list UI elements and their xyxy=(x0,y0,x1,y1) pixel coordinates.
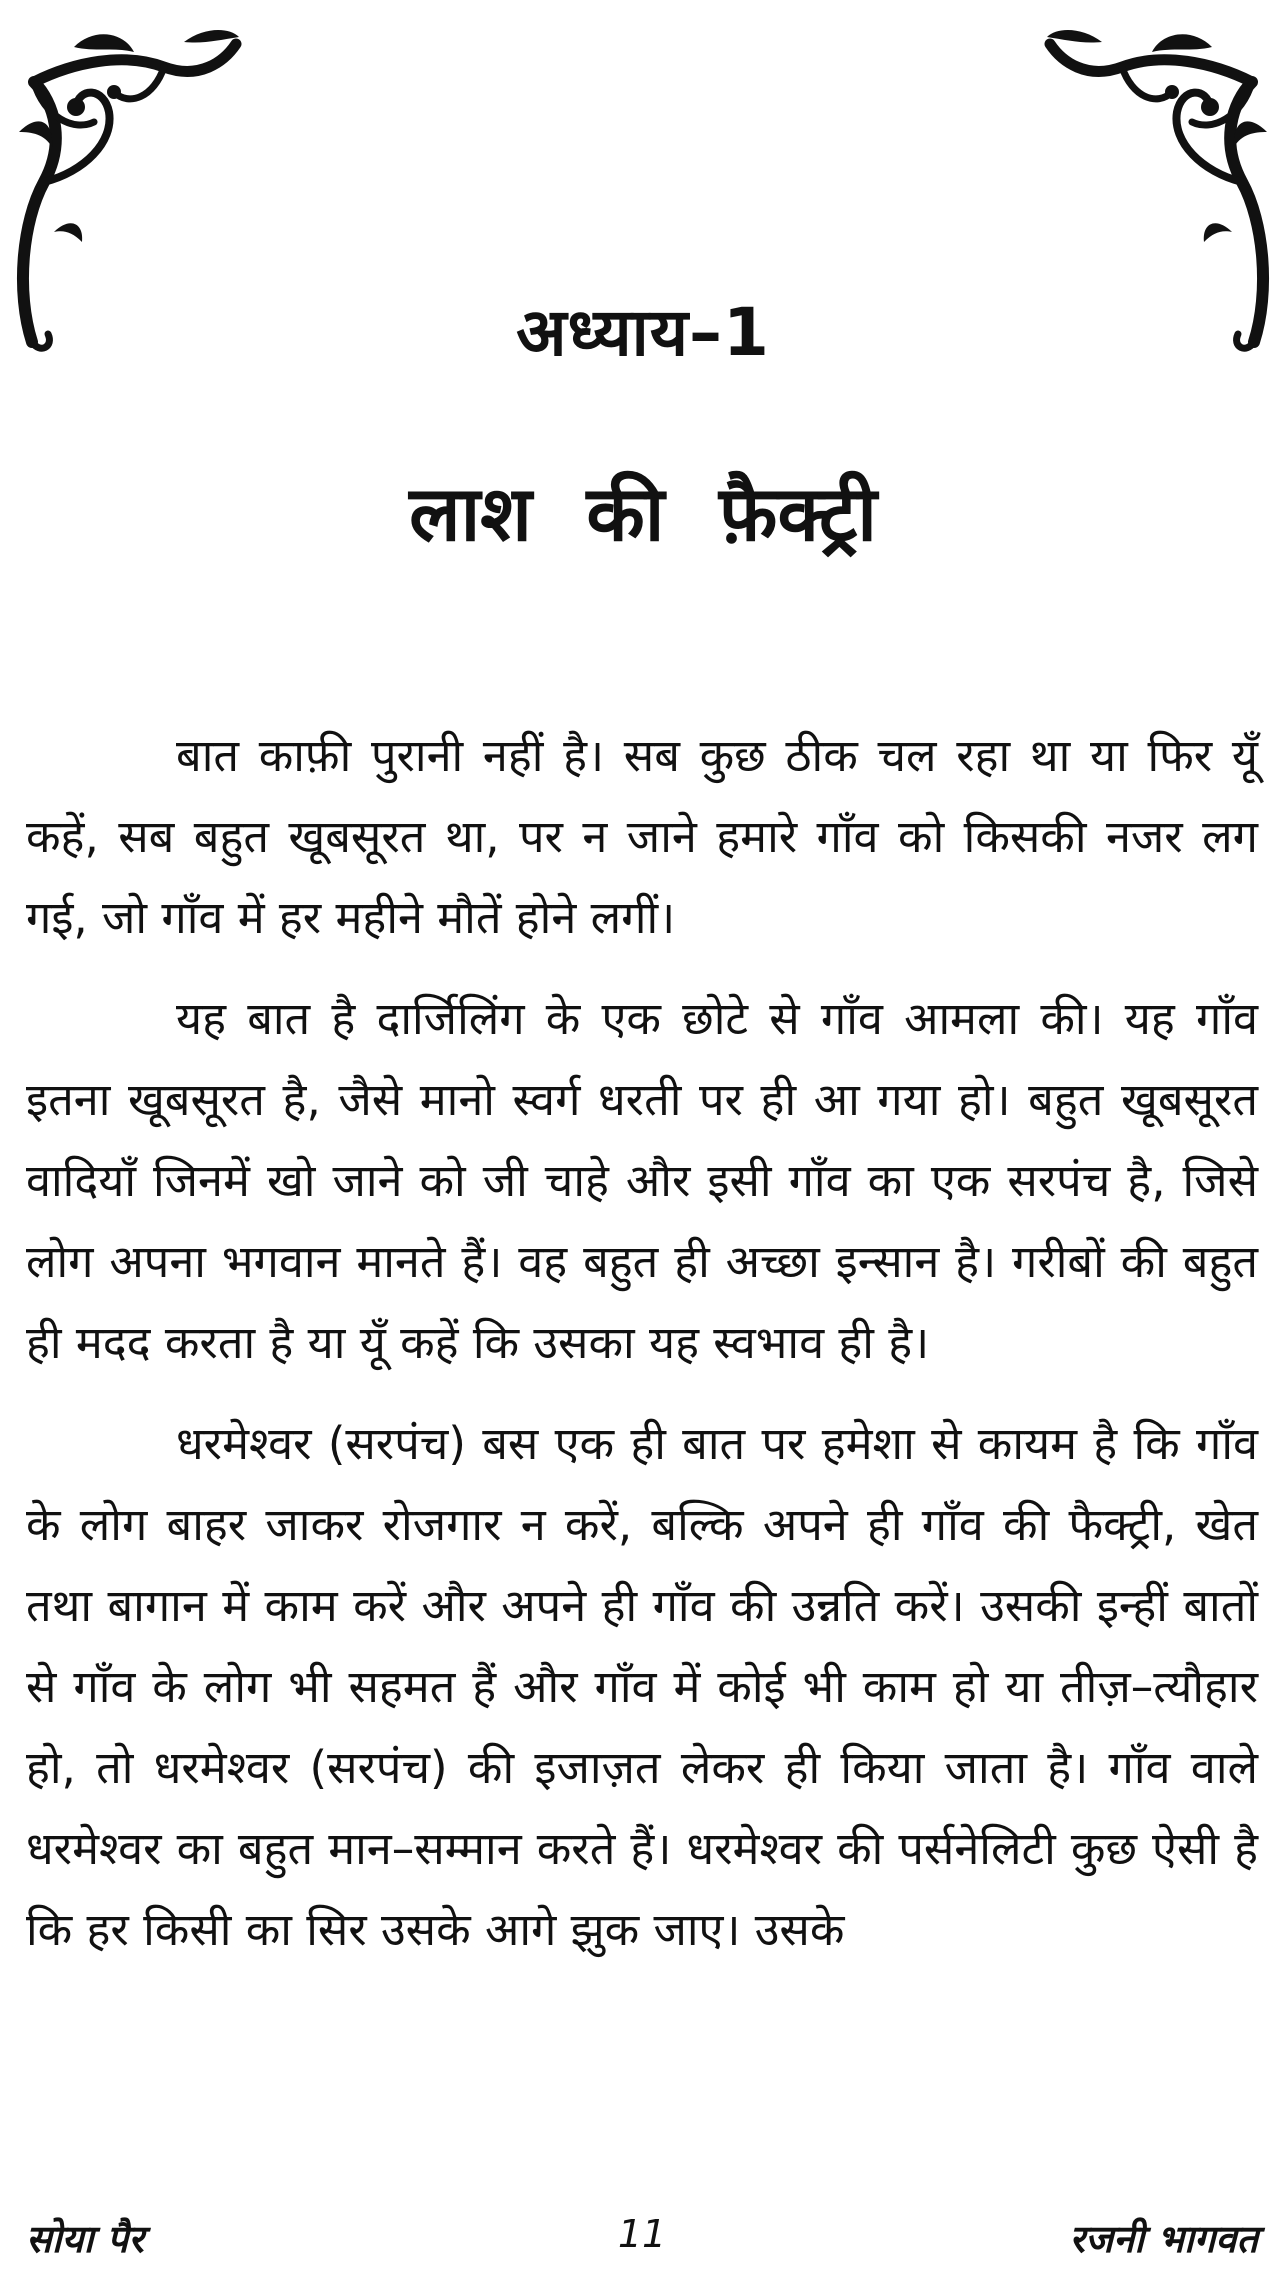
book-title: सोया पैर xyxy=(26,2217,144,2261)
chapter-number: अध्याय–1 xyxy=(516,294,770,371)
page-footer xyxy=(26,2212,1258,2262)
chapter-title: लाश की फ़ैक्ट्री xyxy=(409,469,877,558)
page-number: 11 xyxy=(617,2212,667,2256)
paragraph: यह बात है दार्जिलिंग के एक छोटे से गाँव आमला की। यह गाँव इतना खूबसूरत है, जैसे मानो स्वर्ग धरती पर ही आ गया हो। बहुत खूबसूरत वादियाँ जिनमें खो जाने को जी चाहे और इसी गाँव का एक सरपंच है, जिसे लोग अपना भगवान मानते हैं। वह बहुत ही अच्छा इन्सान है। गरीबों की बहुत ही मदद करता है या यूँ कहें कि उसका यह स्वभाव ही है। xyxy=(26,992,1258,1369)
body-text xyxy=(26,715,1258,1990)
paragraph: बात काफ़ी पुरानी नहीं है। सब कुछ ठीक चल रहा था या फिर यूँ कहें, सब बहुत खूबसूरत था, पर न जाने हमारे गाँव को किसकी नजर लग गई, जो गाँव में हर महीने मौतें होने लगीं। xyxy=(26,729,1258,944)
author-name: रजनी भागवत xyxy=(1069,2217,1258,2261)
paragraph: धरमेश्वर (सरपंच) बस एक ही बात पर हमेशा से कायम है कि गाँव के लोग बाहर जाकर रोजगार न करें, बल्कि अपने ही गाँव की फैक्ट्री, खेत तथा बागान में काम करें और अपने ही गाँव की उन्नति करें। उसकी इन्हीं बातों से गाँव के लोग भी सहमत हैं और गाँव में कोई भी काम हो या तीज़–त्यौहार हो, तो धरमेश्वर (सरपंच) की इजाज़त लेकर ही किया जाता है। गाँव वाले धरमेश्वर का बहुत मान–सम्मान करते हैं। धरमेश्वर की पर्सनेलिटी कुछ ऐसी है कि हर किसी का सिर उसके आगे झुक जाए। उसके xyxy=(26,1417,1258,1956)
